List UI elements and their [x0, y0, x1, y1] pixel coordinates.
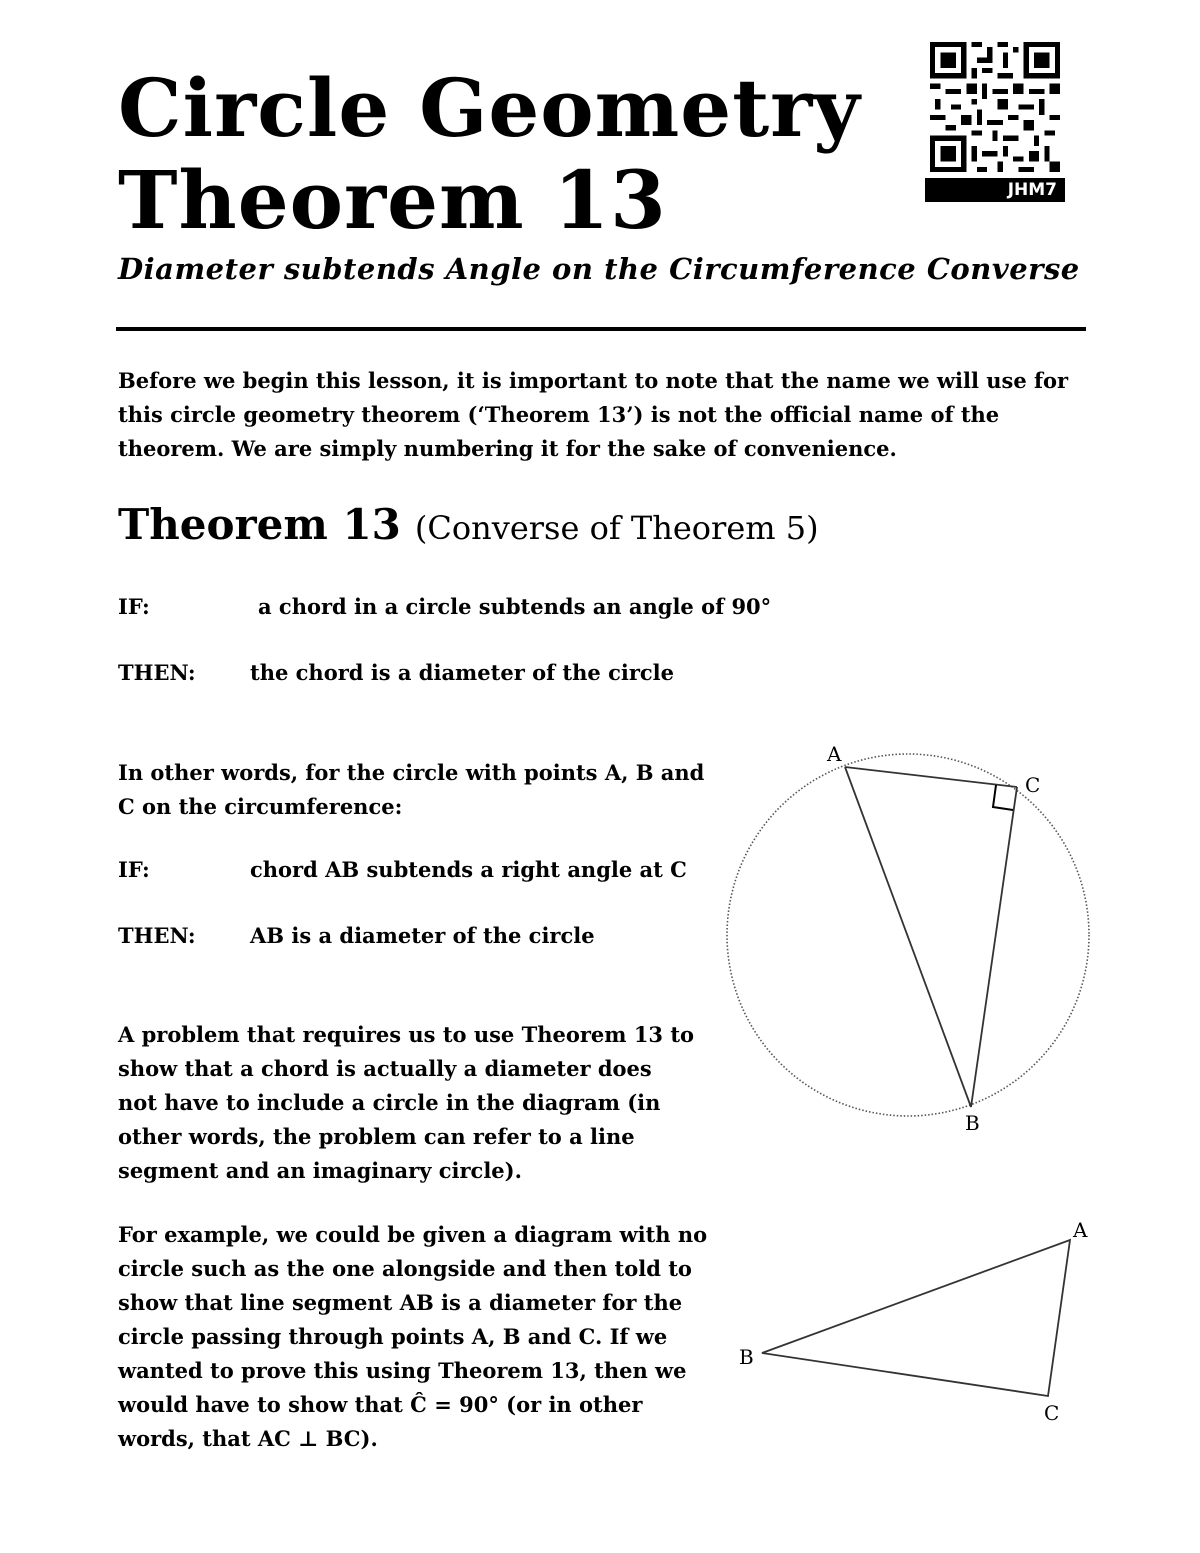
chord-cb: [971, 787, 1017, 1107]
theorem-title: Theorem 13: [118, 500, 401, 549]
triangle-label-c: C: [1044, 1401, 1060, 1425]
example-paragraph: For example, we could be given a diagram with no circle such as the one alongside and then told to show that line segment AB is a diameter for the circle passing through points A, B and C. If we wanted to prove this using Theorem 13, then we would have to show that Ĉ = 90° (or in other words, that AC ⊥ BC).: [118, 1222, 708, 1451]
triangle-label-b: B: [739, 1345, 754, 1369]
point-label-c: C: [1025, 773, 1041, 797]
title-line-2: Theorem 13: [118, 153, 667, 247]
other-words-paragraph: In other words, for the circle with points A, B and C on the circumference:: [118, 760, 705, 819]
theorem-then-label: THEN:: [118, 660, 196, 685]
theorem-if-label: IF:: [118, 594, 150, 619]
page-subtitle: Diameter subtends Angle on the Circumference Converse: [118, 252, 1080, 286]
qr-code-icon[interactable]: [930, 42, 1060, 172]
example-if-label: IF:: [118, 857, 150, 882]
title-line-1: Circle Geometry: [118, 61, 861, 155]
theorem-heading: [118, 500, 819, 549]
example-then-label: THEN:: [118, 923, 196, 948]
theorem-then-text: the chord is a diameter of the circle: [250, 660, 675, 685]
point-label-b: B: [965, 1111, 980, 1135]
triangle-diagram: [730, 1210, 1100, 1430]
header-divider: [116, 327, 1086, 331]
circle-diagram: [715, 735, 1105, 1145]
triangle-abc: [762, 1240, 1070, 1396]
theorem-if-text: a chord in a circle subtends an angle of 90°: [258, 594, 772, 619]
chord-ac: [845, 767, 1017, 787]
intro-paragraph: Before we begin this lesson, it is important to note that the name we will use for this circle geometry theorem (‘Theorem 13’) is not the official name of the theorem. We are simply numbering it for the sake of convenience.: [118, 368, 1069, 461]
chord-ab: [845, 767, 971, 1107]
triangle-label-a: A: [1073, 1218, 1088, 1242]
right-angle-marker: [993, 785, 1013, 810]
example-if-text: chord AB subtends a right angle at C: [250, 857, 687, 882]
page-title: [118, 62, 861, 246]
point-label-a: A: [827, 742, 842, 766]
resource-code-badge: JHM7: [925, 178, 1065, 202]
theorem-subtitle: (Converse of Theorem 5): [414, 509, 819, 547]
example-then-text: AB is a diameter of the circle: [250, 923, 595, 948]
problem-paragraph: A problem that requires us to use Theorem 13 to show that a chord is actually a diameter does not have to include a circle in the diagram (in other words, the problem can refer to a line segment and an imaginary circle).: [118, 1022, 695, 1183]
